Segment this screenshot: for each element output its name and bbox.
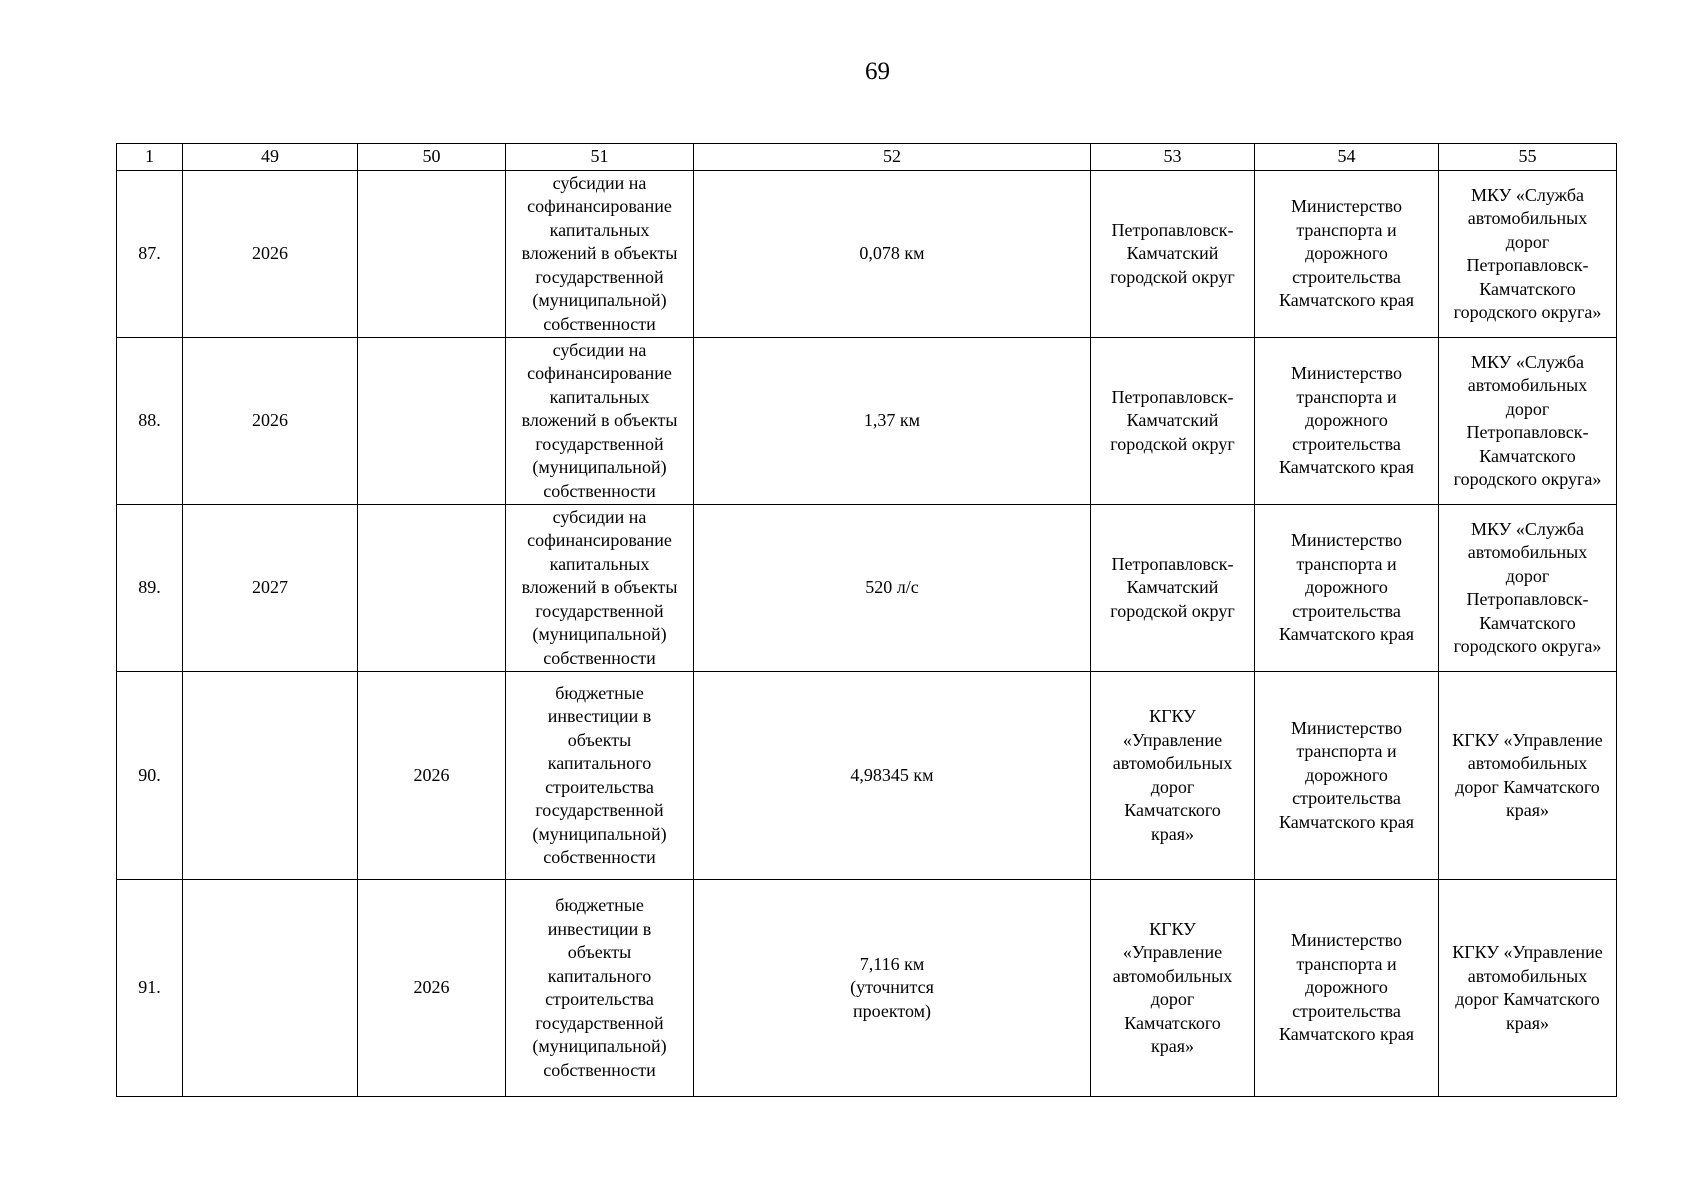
cell-col-52: 520 л/с: [694, 505, 1091, 672]
cell-col-54: Министерство транспорта и дорожного строительства Камчатского края: [1255, 672, 1439, 880]
cell-col-49: [183, 672, 358, 880]
cell-col-51: бюджетные инвестиции в объекты капитального строительства государственной (муниципальной) собственности: [506, 672, 694, 880]
data-table: [116, 143, 1617, 1097]
cell-col-54: Министерство транспорта и дорожного строительства Камчатского края: [1255, 880, 1439, 1097]
cell-col-53: Петропавловск- Камчатский городской округ: [1091, 338, 1255, 505]
cell-col-52: 7,116 км (уточнится проектом): [694, 880, 1091, 1097]
table-row: [117, 171, 1617, 338]
cell-col-54: Министерство транспорта и дорожного строительства Камчатского края: [1255, 171, 1439, 338]
column-header: 49: [183, 144, 358, 171]
column-header: 53: [1091, 144, 1255, 171]
cell-col-55: КГКУ «Управление автомобильных дорог Камчатского края»: [1439, 672, 1617, 880]
table-row: [117, 880, 1617, 1097]
cell-col-51: субсидии на софинансирование капитальных вложений в объекты государственной (муниципальной) собственности: [506, 171, 694, 338]
cell-col-52: 4,98345 км: [694, 672, 1091, 880]
cell-col-51: субсидии на софинансирование капитальных вложений в объекты государственной (муниципальной) собственности: [506, 338, 694, 505]
column-header: 51: [506, 144, 694, 171]
cell-col-50: 2026: [358, 880, 506, 1097]
row-number: 89.: [117, 505, 183, 672]
cell-col-52: 1,37 км: [694, 338, 1091, 505]
cell-col-50: [358, 171, 506, 338]
cell-col-49: [183, 880, 358, 1097]
cell-col-49: 2026: [183, 338, 358, 505]
table-row: [117, 338, 1617, 505]
column-header: 54: [1255, 144, 1439, 171]
column-header: 55: [1439, 144, 1617, 171]
row-number: 88.: [117, 338, 183, 505]
cell-col-55: КГКУ «Управление автомобильных дорог Камчатского края»: [1439, 880, 1617, 1097]
cell-col-50: [358, 505, 506, 672]
cell-col-51: субсидии на софинансирование капитальных вложений в объекты государственной (муниципальной) собственности: [506, 505, 694, 672]
cell-col-53: КГКУ «Управление автомобильных дорог Камчатского края»: [1091, 880, 1255, 1097]
cell-col-54: Министерство транспорта и дорожного строительства Камчатского края: [1255, 338, 1439, 505]
column-header: 52: [694, 144, 1091, 171]
row-number: 90.: [117, 672, 183, 880]
table-row: [117, 672, 1617, 880]
cell-col-49: 2027: [183, 505, 358, 672]
row-number: 87.: [117, 171, 183, 338]
row-number: 91.: [117, 880, 183, 1097]
cell-col-50: 2026: [358, 672, 506, 880]
cell-col-52: 0,078 км: [694, 171, 1091, 338]
cell-col-54: Министерство транспорта и дорожного строительства Камчатского края: [1255, 505, 1439, 672]
cell-col-53: КГКУ «Управление автомобильных дорог Камчатского края»: [1091, 672, 1255, 880]
cell-col-55: МКУ «Служба автомобильных дорог Петропавловск- Камчатского городского округа»: [1439, 338, 1617, 505]
cell-col-55: МКУ «Служба автомобильных дорог Петропавловск- Камчатского городского округа»: [1439, 505, 1617, 672]
column-header: 50: [358, 144, 506, 171]
cell-col-51: бюджетные инвестиции в объекты капитального строительства государственной (муниципальной) собственности: [506, 880, 694, 1097]
cell-col-53: Петропавловск- Камчатский городской округ: [1091, 505, 1255, 672]
cell-col-50: [358, 338, 506, 505]
table-row: [117, 505, 1617, 672]
cell-col-49: 2026: [183, 171, 358, 338]
table-header-row: [117, 144, 1617, 171]
cell-col-55: МКУ «Служба автомобильных дорог Петропавловск- Камчатского городского округа»: [1439, 171, 1617, 338]
page-number: 69: [865, 58, 890, 85]
column-header: 1: [117, 144, 183, 171]
cell-col-53: Петропавловск- Камчатский городской округ: [1091, 171, 1255, 338]
